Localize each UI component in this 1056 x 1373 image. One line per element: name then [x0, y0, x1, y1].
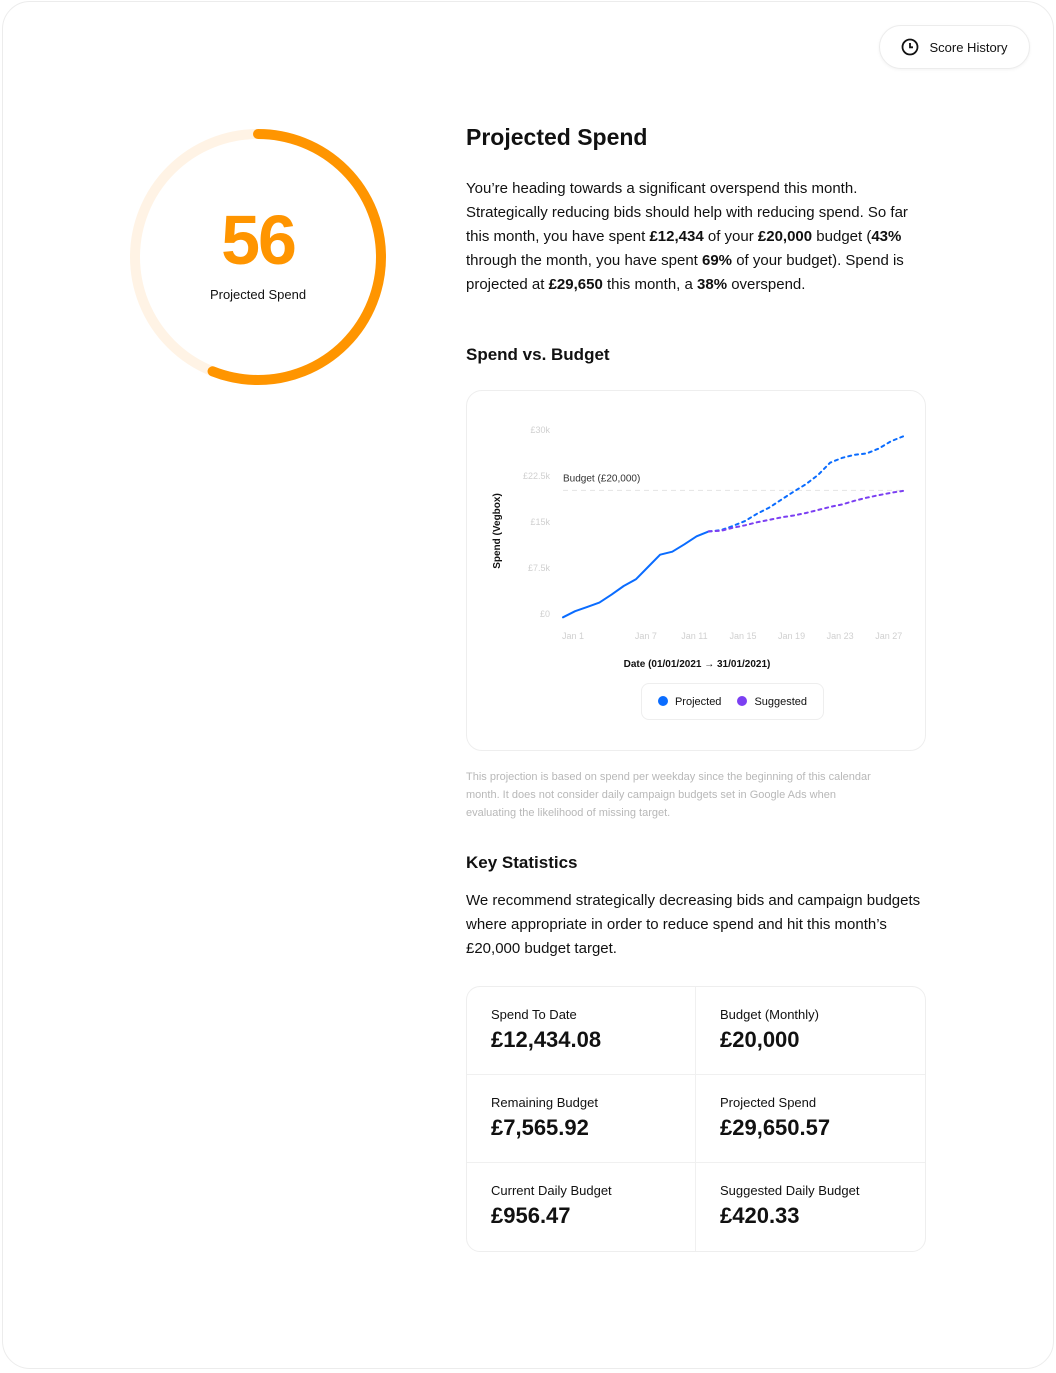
score-history-label: Score History — [929, 39, 1008, 55]
legend-dot-icon — [658, 696, 668, 706]
x-tick-label: Jan 7 — [634, 631, 657, 641]
series-actual-line — [563, 531, 709, 617]
summary-text: You’re heading towards a significant overspend this month. Strategically reducing bids should help with reducing spend. So far this month, you have spent £12,434 of your £20,000 budget (43% through the month, you have spent 69% of your budget). Spend is projected at £29,650 this month, a 38% overspend. — [466, 180, 908, 293]
stats-grid — [466, 986, 926, 1252]
score-label: Projected Spend — [209, 287, 307, 302]
legend-projected[interactable]: Projected — [658, 696, 721, 708]
legend-dot-icon — [737, 696, 747, 706]
series-projected-line — [709, 436, 903, 531]
clock-icon — [901, 38, 919, 56]
score-history-button[interactable] — [879, 25, 1030, 69]
chart-legend — [641, 683, 824, 720]
y-tick-label: £0 — [539, 609, 550, 619]
y-tick-label: £30k — [530, 425, 550, 435]
stat-remaining-budget: Remaining Budget £7,565.92 — [467, 1075, 696, 1163]
stat-spend-to-date: Spend To Date £12,434.08 — [467, 987, 696, 1075]
x-axis-label: Date (01/01/2021 → 31/01/2021) — [623, 659, 771, 670]
page-title: Projected Spend — [466, 124, 648, 150]
x-tick-label: Jan 1 — [561, 631, 585, 641]
series-suggested-line — [709, 491, 903, 532]
y-tick-label: £22.5k — [522, 471, 550, 481]
key-statistics-text: We recommend strategically decreasing bids and campaign budgets where appropriate in order to reduce spend and hit this month’s £20,000 budget target. — [466, 892, 921, 957]
key-statistics-title: Key Statistics — [466, 853, 578, 872]
budget-label: Budget (£20,000) — [563, 473, 641, 485]
projection-note: This projection is based on spend per weekday since the beginning of this calendar month. It does not consider daily campaign budgets set in Google Ads when evaluating the likelihood of missing target. — [466, 771, 871, 819]
y-tick-label: £7.5k — [527, 563, 550, 573]
x-tick-label: Jan 19 — [778, 631, 806, 641]
x-tick-label: Jan 27 — [875, 631, 903, 641]
stat-budget-monthly: Budget (Monthly) £20,000 — [696, 987, 925, 1075]
x-tick-label: Jan 23 — [826, 631, 854, 641]
x-tick-label: Jan 15 — [729, 631, 757, 641]
stat-current-daily-budget: Current Daily Budget £956.47 — [467, 1163, 696, 1251]
stat-suggested-daily-budget: Suggested Daily Budget £420.33 — [720, 1183, 860, 1228]
score-value: 56 — [221, 201, 295, 279]
x-tick-label: Jan 11 — [681, 631, 708, 641]
chart-title: Spend vs. Budget — [466, 345, 610, 364]
spend-chart — [466, 390, 926, 751]
y-tick-label: £15k — [530, 517, 550, 527]
legend-suggested[interactable]: Suggested — [737, 696, 807, 708]
stat-projected-spend: Projected Spend £29,650.57 — [696, 1075, 925, 1163]
y-axis-label: Spend (Vegbox) — [492, 493, 503, 569]
